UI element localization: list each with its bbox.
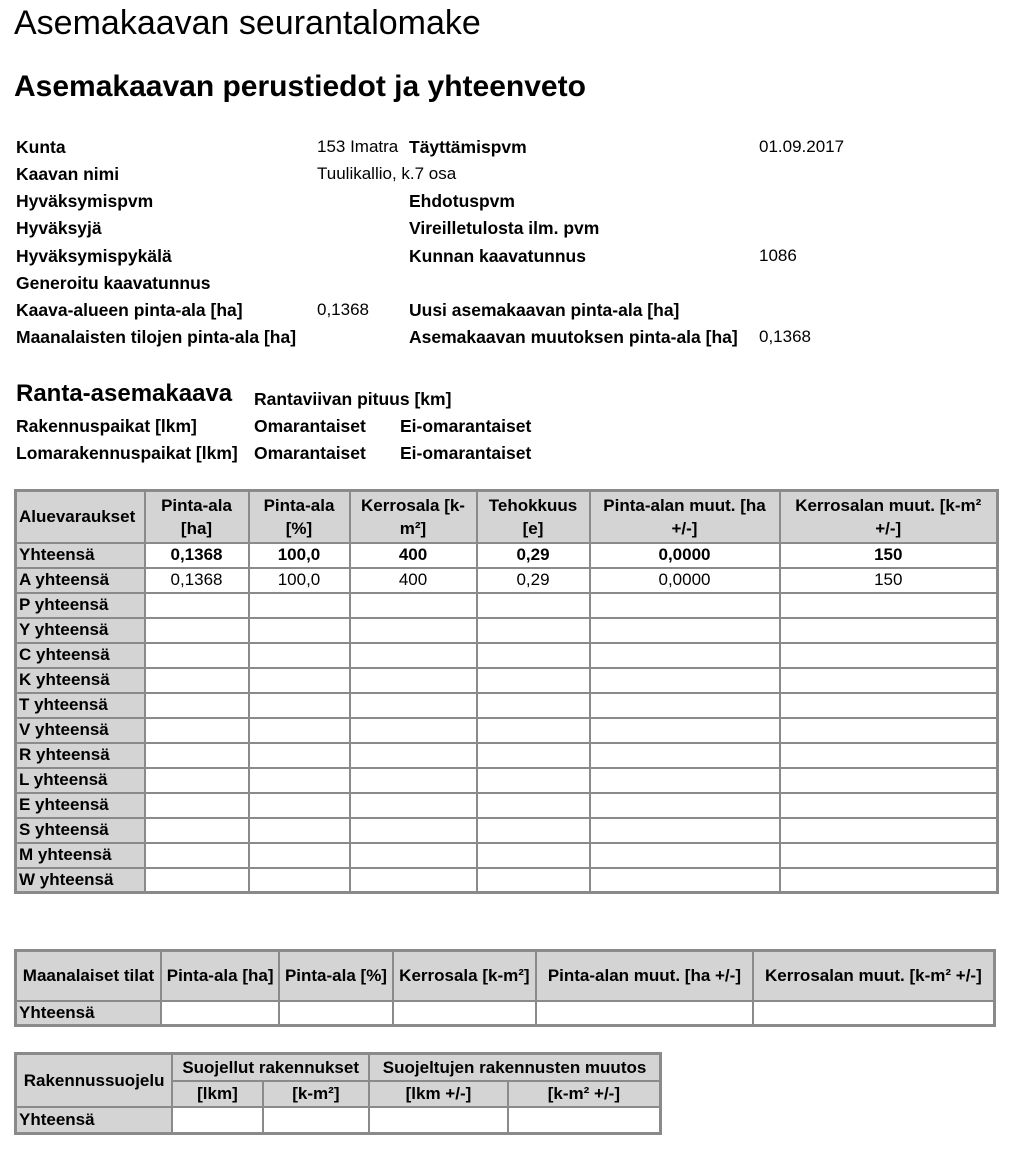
table-cell [161, 1001, 279, 1026]
table-row [16, 793, 998, 818]
row-label: K yhteensä [16, 668, 145, 693]
kaavan-nimi-label: Kaavan nimi [16, 164, 120, 184]
table-cell [590, 793, 780, 818]
lomarakennuspaikat-label: Lomarakennuspaikat [lkm] [16, 443, 238, 463]
table-header-row [16, 491, 998, 543]
table-cell [780, 593, 998, 618]
table-row [16, 593, 998, 618]
table-cell [369, 1107, 508, 1134]
table-cell [477, 718, 590, 743]
table-cell [590, 668, 780, 693]
header-pinta-ala-pct: Pinta-ala [%] [279, 951, 392, 1001]
header-km2: [k-m²] [263, 1081, 370, 1107]
table-cell [780, 718, 998, 743]
table-row [16, 818, 998, 843]
kaava-alue-label: Kaava-alueen pinta-ala [ha] [16, 300, 243, 320]
header-pinta-alan-muut: Pinta-alan muut. [ha +/-] [536, 951, 753, 1001]
table-cell [477, 668, 590, 693]
table-cell [780, 618, 998, 643]
row-label: T yhteensä [16, 693, 145, 718]
table-cell [145, 668, 249, 693]
row-label: S yhteensä [16, 818, 145, 843]
table-cell [350, 618, 477, 643]
table-cell [263, 1107, 370, 1134]
header-tehokkuus: Tehokkuus [e] [477, 491, 590, 543]
header-rakennussuojelu: Rakennussuojelu [16, 1054, 173, 1107]
table-cell [780, 843, 998, 868]
table-cell [590, 718, 780, 743]
kunnan-kaavatunnus-value: 1086 [759, 246, 797, 265]
table-header-row [16, 951, 995, 1001]
table-cell [249, 818, 350, 843]
hyvaksyja-label: Hyväksyjä [16, 218, 102, 238]
table-row [16, 843, 998, 868]
table-cell [780, 793, 998, 818]
table-row [16, 743, 998, 768]
table-cell [249, 843, 350, 868]
section-title: Asemakaavan perustiedot ja yhteenveto [14, 70, 586, 103]
header-pinta-ala-ha: Pinta-ala [ha] [145, 491, 249, 543]
table-cell: 400 [350, 568, 477, 593]
table-cell [350, 693, 477, 718]
vireilletulo-label: Vireilletulosta ilm. pvm [409, 218, 600, 238]
table-cell [350, 593, 477, 618]
header-kerrosala: Kerrosala [k-m²] [350, 491, 477, 543]
table-cell [477, 868, 590, 893]
table-cell [477, 793, 590, 818]
row-label: A yhteensä [16, 568, 145, 593]
muutoksen-pinta-ala-value: 0,1368 [759, 327, 811, 346]
table-cell [477, 618, 590, 643]
omarantaiset-label-2: Omarantaiset [254, 443, 366, 463]
table-cell [477, 743, 590, 768]
uusi-asemakaava-label: Uusi asemakaavan pinta-ala [ha] [409, 300, 680, 320]
table-cell [279, 1001, 392, 1026]
omarantaiset-label: Omarantaiset [254, 416, 366, 436]
row-label: W yhteensä [16, 868, 145, 893]
table-cell [145, 643, 249, 668]
row-label: E yhteensä [16, 793, 145, 818]
table-cell [780, 643, 998, 668]
table-cell [145, 768, 249, 793]
header-kerrosalan-muut: Kerrosalan muut. [k-m² +/-] [753, 951, 995, 1001]
table-cell [249, 593, 350, 618]
row-label: Yhteensä [16, 543, 145, 568]
row-label: Yhteensä [16, 1001, 161, 1026]
table-cell: 0,0000 [590, 543, 780, 568]
header-km2-pm: [k-m² +/-] [508, 1081, 661, 1107]
table-cell [590, 643, 780, 668]
table-cell [249, 868, 350, 893]
table-cell [477, 643, 590, 668]
table-row [16, 618, 998, 643]
table-cell [477, 693, 590, 718]
table-cell [350, 643, 477, 668]
tayttamispvm-label: Täyttämispvm [409, 137, 527, 157]
header-suojeltujen-muutos: Suojeltujen rakennusten muutos [369, 1054, 660, 1081]
table-cell [350, 868, 477, 893]
table-cell: 0,1368 [145, 568, 249, 593]
row-label: Yhteensä [16, 1107, 173, 1134]
ranta-title: Ranta-asemakaava [16, 380, 233, 407]
table-cell [249, 793, 350, 818]
table-cell [249, 668, 350, 693]
table-cell [590, 868, 780, 893]
table-cell [780, 818, 998, 843]
table-cell [477, 768, 590, 793]
table-cell [350, 843, 477, 868]
header-pinta-ala-pct: Pinta-ala [%] [249, 491, 350, 543]
table-row [16, 718, 998, 743]
ei-omarantaiset-label: Ei-omarantaiset [400, 416, 532, 436]
table-cell [590, 843, 780, 868]
table-row [16, 568, 998, 593]
table-cell: 0,29 [477, 543, 590, 568]
table-cell [350, 818, 477, 843]
table-cell [350, 743, 477, 768]
hyvaksymispykala-label: Hyväksymispykälä [16, 246, 172, 266]
page-title: Asemakaavan seurantalomake [14, 4, 481, 42]
generoitu-kaavatunnus-label: Generoitu kaavatunnus [16, 273, 211, 293]
muutoksen-pinta-ala-label: Asemakaavan muutoksen pinta-ala [ha] [409, 327, 738, 347]
table-cell: 400 [350, 543, 477, 568]
table-row [16, 1107, 661, 1134]
row-label: L yhteensä [16, 768, 145, 793]
table-cell [536, 1001, 753, 1026]
table-row [16, 768, 998, 793]
row-label: Y yhteensä [16, 618, 145, 643]
table-cell [590, 818, 780, 843]
table-cell [590, 693, 780, 718]
kunta-label: Kunta [16, 137, 66, 157]
header-aluevaraukset: Aluevaraukset [16, 491, 145, 543]
row-label: P yhteensä [16, 593, 145, 618]
table-row [16, 868, 998, 893]
kunta-value: 153 Imatra [317, 137, 399, 156]
table-cell [145, 693, 249, 718]
table-cell: 0,1368 [145, 543, 249, 568]
table-cell: 0,0000 [590, 568, 780, 593]
table-cell [249, 693, 350, 718]
table-row [16, 543, 998, 568]
table-cell [753, 1001, 995, 1026]
table-cell [590, 768, 780, 793]
kunnan-kaavatunnus-label: Kunnan kaavatunnus [409, 246, 586, 266]
table-cell: 100,0 [249, 543, 350, 568]
table-cell [350, 793, 477, 818]
table-header-row [16, 1054, 661, 1081]
ehdotuspvm-label: Ehdotuspvm [409, 191, 515, 211]
row-label: M yhteensä [16, 843, 145, 868]
table-cell [145, 743, 249, 768]
table-cell: 0,29 [477, 568, 590, 593]
row-label: C yhteensä [16, 643, 145, 668]
table-cell [350, 768, 477, 793]
rakennuspaikat-label: Rakennuspaikat [lkm] [16, 416, 197, 436]
table-cell [145, 618, 249, 643]
table-cell [249, 618, 350, 643]
table-cell [172, 1107, 262, 1134]
table-cell [249, 718, 350, 743]
table-cell [477, 818, 590, 843]
ei-omarantaiset-label-2: Ei-omarantaiset [400, 443, 532, 463]
kaava-alue-value: 0,1368 [317, 300, 369, 319]
table-cell: 100,0 [249, 568, 350, 593]
header-kerrosalan-muut: Kerrosalan muut. [k-m² +/-] [780, 491, 998, 543]
header-lkm: [lkm] [172, 1081, 262, 1107]
aluevaraukset-table [14, 489, 999, 894]
table-row [16, 1001, 995, 1026]
table-row [16, 668, 998, 693]
table-cell [145, 818, 249, 843]
table-cell: 150 [780, 568, 998, 593]
header-pinta-ala-ha: Pinta-ala [ha] [161, 951, 279, 1001]
table-cell: 150 [780, 543, 998, 568]
kaavan-nimi-value: Tuulikallio, k.7 osa [317, 164, 457, 183]
table-cell [780, 768, 998, 793]
header-lkm-pm: [lkm +/-] [369, 1081, 508, 1107]
table-cell [145, 793, 249, 818]
table-cell [249, 743, 350, 768]
tayttamispvm-value: 01.09.2017 [759, 137, 845, 156]
table-cell [393, 1001, 536, 1026]
table-cell [780, 693, 998, 718]
table-cell [145, 593, 249, 618]
header-kerrosala: Kerrosala [k-m²] [393, 951, 536, 1001]
table-cell [508, 1107, 661, 1134]
row-label: R yhteensä [16, 743, 145, 768]
table-cell [477, 843, 590, 868]
table-cell [780, 868, 998, 893]
header-maanalaiset-tilat: Maanalaiset tilat [16, 951, 161, 1001]
rantaviiva-label: Rantaviivan pituus [km] [254, 389, 452, 409]
table-cell [350, 718, 477, 743]
row-label: V yhteensä [16, 718, 145, 743]
rakennussuojelu-table [14, 1052, 662, 1135]
table-cell [249, 768, 350, 793]
table-cell [590, 618, 780, 643]
maanalaiset-table [14, 949, 996, 1027]
table-cell [145, 868, 249, 893]
table-cell [350, 668, 477, 693]
table-cell [477, 593, 590, 618]
table-cell [249, 643, 350, 668]
table-cell [590, 743, 780, 768]
header-suojellut-rakennukset: Suojellut rakennukset [172, 1054, 369, 1081]
table-cell [780, 668, 998, 693]
table-cell [780, 743, 998, 768]
maanalaiset-tilat-label: Maanalaisten tilojen pinta-ala [ha] [16, 327, 297, 347]
table-row [16, 643, 998, 668]
table-cell [590, 593, 780, 618]
table-cell [145, 718, 249, 743]
hyvaksymispvm-label: Hyväksymispvm [16, 191, 154, 211]
table-row [16, 693, 998, 718]
table-cell [145, 843, 249, 868]
header-pinta-alan-muut: Pinta-alan muut. [ha +/-] [590, 491, 780, 543]
